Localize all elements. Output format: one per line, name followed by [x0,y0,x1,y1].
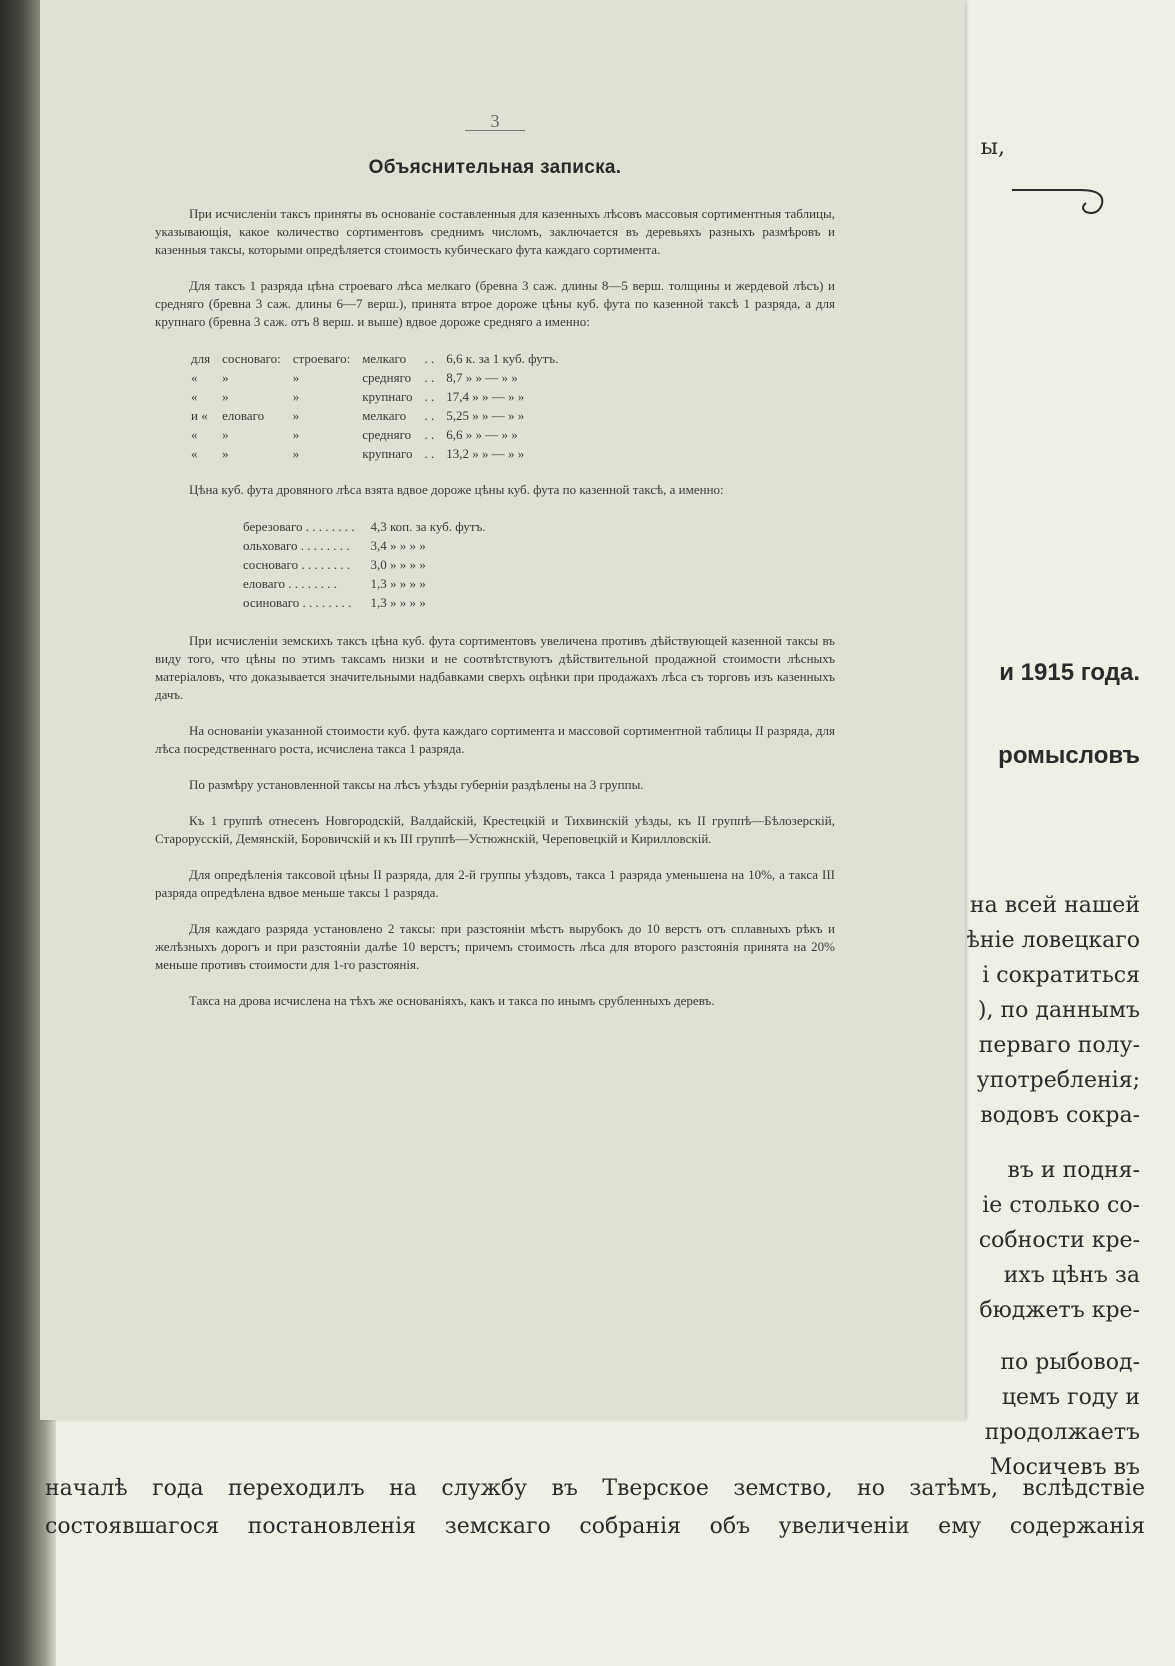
page-title: Объяснительная записка. [368,157,622,178]
paragraph-4: При исчисленіи земскихъ таксъ цѣна куб. фута сортиментовъ увеличена противъ дѣйствующей казенной таксы въ виду того, что цѣны по этимъ таксамъ низки и не соотвѣтствуютъ дѣйствительной продажной стоимости лѣсныхъ матеріаловъ, что доказывается значительными надбавками сверхъ оцѣнки при продажахъ лѣса съ торговъ изъ казенныхъ дачъ. [155,633,835,702]
table-row: « » » средняго . . 6,6 » » — » » [191,427,518,442]
paragraph-8: Для опредѣленія таксовой цѣны II разряда, для 2-й группы уѣздовъ, такса 1 разряда уменьшена на 10%, а такса III разряда опредѣлена вдвое меньше таксы 1 разряда. [155,867,835,900]
overlay-sheet [40,0,965,1420]
table-row: « » » средняго . . 8,7 » » — » » [191,370,518,385]
table-row: и « еловаго » мелкаго . . 5,25 » » — » » [191,408,525,423]
table-row: сосноваго . . . . . . . . 3,0 » » » » [243,557,426,572]
paragraph-10: Такса на дрова исчислена на тѣхъ же основаніяхъ, какъ и такса по инымъ срубленныхъ деревъ. [189,993,715,1008]
paragraph-2: Для таксъ 1 разряда цѣна строеваго лѣса мелкаго (бревна 3 саж. длины 8—5 верш. толщины и жердевой лѣсъ) и средняго (бревна 3 саж. длины 6—7 верш.), принята втрое дороже цѣны куб. фута по казенной таксѣ 1 разряда, а для крупнаго (бревна 3 саж. отъ 8 верш. и выше) вдвое дороже средняго а именно: [155,278,835,329]
paragraph-5: На основаніи указанной стоимости куб. фута каждаго сортимента и массовой сортиментной таблицы II разряда, для лѣса посредственнаго роста, исчислена такса 1 разряда. [155,723,835,756]
paragraph-9: Для каждаго разряда установлено 2 таксы: при разстояніи мѣстъ вырубокъ до 10 верстъ отъ сплавныхъ рѣкъ и желѣзныхъ дорогъ и при разстояніи далѣе 10 верстъ; причемъ стоимость лѣса для второго разстоянія принята на 20% меньше противъ стоимости для 1-го разстоянія. [155,921,835,972]
table-row: березоваго . . . . . . . . 4,3 коп. за куб. футъ. [243,519,486,534]
bottom-text-lines [45,1470,1145,1546]
table-row: еловаго . . . . . . . . 1,3 » » » » [243,576,426,591]
price-table-firewood [235,517,494,612]
fragment-block-a: на всей нашей ѣніе ловецкаго і сократиться ), по даннымъ перваго полу- употребленія; водовъ сокра- [966,893,1140,1128]
paragraph-7: Къ 1 группѣ отнесенъ Новгородскій, Валдайскій, Крестецкій и Тихвинскій уѣзды, къ II группѣ—Бѣлозерскій, Старорусскій, Демянскій, Боровичскій и къ III группѣ—Устюжнскій, Череповецкій и Кирилловскій. [155,813,835,846]
fragment-top: ы, [980,135,1005,160]
price-table-construction [185,349,564,463]
table-row: ольховаго . . . . . . . . 3,4 » » » » [243,538,426,553]
fragment-block-b: въ и подня- іе столько со- собности кре- ихъ цѣнъ за бюджетъ кре- [978,1158,1140,1323]
table-row: осиноваго . . . . . . . . 1,3 » » » » [243,595,426,610]
section-heading-promysly: ромысловъ [998,742,1140,769]
sheet-content [155,112,835,1028]
ornament-swirl-icon [1010,178,1110,218]
paragraph-3: Цѣна куб. фута дровяного лѣса взята вдвое дороже цѣны куб. фута по казенной таксѣ, а именно: [189,482,724,497]
table-row: « » » крупнаго . . 17,4 » » — » » [191,389,525,404]
paragraph-1: При исчисленіи таксъ приняты въ основаніе составленныя для казенныхъ лѣсовъ массовыя сортиментныя таблицы, указывающія, какое количество сортиментовъ среднимъ числомъ, заключается въ деревьяхъ разныхъ размѣровъ и казенныя таксы, которыми опредѣляется стоимость кубическаго фута каждаго сортимента. [155,206,835,257]
paragraph-6: По размѣру установленной таксы на лѣсъ уѣзды губерніи раздѣлены на 3 группы. [189,777,644,792]
page-number: 3 [465,112,525,131]
table-row: для сосноваго: строеваго: мелкаго . . 6,6 к. за 1 куб. футъ. [191,351,559,366]
bottom-line-2: состоявшагося постановленія земскаго собранія объ увеличеніи ему содержанія [45,1514,1145,1539]
section-heading-year: и 1915 года. [999,659,1140,686]
table-row: « » » крупнаго . . 13,2 » » — » » [191,446,525,461]
fragment-block-c: по рыбовод- цемъ году и продолжаетъ Мосичевъ въ [984,1350,1140,1480]
bottom-line-1: началѣ года переходилъ на службу въ Тверское земство, но затѣмъ, вслѣдствіе [45,1476,1145,1501]
